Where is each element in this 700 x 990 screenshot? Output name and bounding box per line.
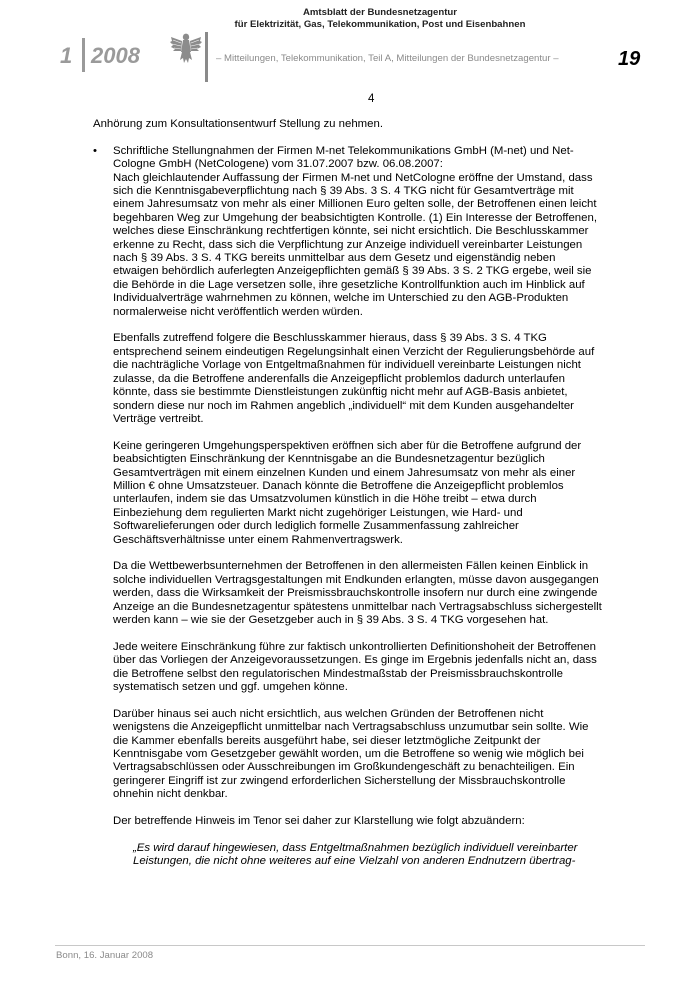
bullet-heading: Schriftliche Stellungnahmen der Firmen M-net Telekommunikations GmbH (M-net) und Net-Cologne GmbH (NetCologene) vom 31.07.2007 bzw. 06.08.2007: bbox=[113, 144, 574, 171]
footer-date: Bonn, 16. Januar 2008 bbox=[56, 950, 154, 961]
issue-number: 1 bbox=[60, 43, 73, 68]
bullet-item bbox=[93, 145, 603, 319]
journal-title-line2: für Elektrizität, Gas, Telekommunikation, Post und Eisenbahnen bbox=[234, 19, 526, 30]
body-paragraph-2: Ebenfalls zutreffend folgere die Beschlusskammer hieraus, dass § 39 Abs. 3 S. 4 TKG entsprechend seinem eindeutigen Regelungsinhalt einen Verzicht der Regulierungsbehörde auf die nachträgliche Vorlage von Entgeltmaßnahmen für individuell vereinbarte Leistungen nicht zulasse, da die Betroffene anderenfalls die Anzeigepflicht problemlos dadurch unterlaufen könnte, dass sie bestimmte Dienstleistungen zukünftig nicht mehr auf AGB-Basis anbietet, sondern diese nur noch im Rahmen angeblich „individuell“ mit dem Kunden ausgehandelter Verträge vertreibt. bbox=[113, 332, 595, 425]
issue-year: 2008 bbox=[91, 43, 140, 68]
intro-paragraph: Anhörung zum Konsultationsentwurf Stellung zu nehmen. bbox=[93, 118, 384, 130]
body-paragraph-4: Da die Wettbewerbsunternehmen der Betroffenen in den allermeisten Fällen keinen Einblick in solche individuellen Vertragsgestaltungen mit Endkunden erlangten, müsse davon ausgegangen werden, dass die Wirksamkeit der Preismissbrauchskontrolle insofern nur durch eine zwingende Anzeige an die Bundesnetzagentur spätestens unmittelbar nach Vertragsabschluss sichergestellt werden kann – wie sie der Gesetzgeber auch in § 39 Abs. 3 S. 4 TKG vorgesehen hat. bbox=[113, 560, 602, 626]
footer-divider bbox=[55, 945, 645, 946]
quote-paragraph: „Es wird darauf hingewiesen, dass Entgeltmaßnahmen bezüglich individuell vereinbarter Leistungen, die nicht ohne weiteres auf eine Vielzahl von anderen Endnutzern übertrag- bbox=[133, 841, 578, 868]
bullet-icon: • bbox=[93, 144, 97, 157]
page-header bbox=[0, 0, 700, 90]
body-paragraph-3: Keine geringeren Umgehungsperspektiven eröffnen sich aber für die Betroffene aufgrund der beabsichtigten Einschränkung der Kenntnisgabe an die Bundesnetzagentur bezüglich Gesamtverträgen mit einem einzelnen Kunden und einem Jahresumsatz von mehr als einer Million € ohne Umsatzsteuer. Danach könnte die Betroffene die Anzeigepflicht problemlos unterlaufen, indem sie das Umsatzvolumen künstlich in die Höhe treibt – etwa durch Einbeziehung dem regulierten Markt nicht zugehöriger Leistungen, wie Hard- und Softwarelieferungen oder durch lediglich formelle Zusammenfassung zahlreicher Geschäftsverhältnisse unter einem Rahmenvertragswerk. bbox=[113, 439, 582, 546]
inner-page-number: 4 bbox=[368, 93, 375, 105]
document-body bbox=[93, 118, 603, 882]
body-paragraph-7: Der betreffende Hinweis im Tenor sei daher zur Klarstellung wie folgt abzuändern: bbox=[113, 815, 525, 828]
bullet-body-paragraph: Nach gleichlautender Auffassung der Firmen M-net und NetCologne eröffne der Umstand, dass sich die Kenntnisgabeverpflichtung nach § 39 Abs. 3 S. 4 TKG nicht für Gesamtverträge mit einem Jahresumsatz von mehr als einer Millionen Euro gelten solle, der Betroffenen einen leicht begehbaren Weg zur Umgehung der beabsichtigten Kontrolle. (1) Ein Interesse der Betroffenen, welches diese Einschränkung rechtfertigen könnte, sei nicht ersichtlich. Die Beschlusskammer erkenne zu Recht, dass sich die Verpflichtung zur Anzeige individuell vereinbarter Leistungen nach § 39 Abs. 3 S. 4 TKG bereits unmittelbar aus dem Gesetz und eigenständig neben etwaigen behördlich auferlegten Anzeigepflichten gemäß § 39 Abs. 3 S. 2 TKG ergebe, weil sie die Behörde in die Lage versetzen solle, ihre gesetzliche Kontrollfunktion auch im Hinblick auf Individualverträge wahrnehmen zu können, welche im Unterschied zu den AGB-Produkten normalerweise nicht veröffentlich werden würden. bbox=[113, 171, 597, 318]
journal-subtitle: – Mitteilungen, Telekommunikation, Teil A, Mitteilungen der Bundesnetzagentur – bbox=[216, 53, 559, 64]
journal-title bbox=[215, 7, 545, 31]
header-divider bbox=[82, 38, 85, 72]
federal-eagle-icon bbox=[170, 30, 202, 66]
body-paragraph-5: Jede weitere Einschränkung führe zur faktisch unkontrollierten Definitionshoheit der Betroffenen über das Vorliegen der Anzeigevoraussetzungen. Es ginge im Ergebnis jedenfalls nicht an, dass die Betroffene selbst den regulatorischen Mindestmaßstab der Preismissbrauchskontrolle systematisch setzen und ggf. umgehen könne. bbox=[113, 640, 597, 693]
body-paragraph-6: Darüber hinaus sei auch nicht ersichtlich, aus welchen Gründen der Betroffenen nicht wenigstens die Anzeigepflicht unmittelbar nach Vertragsabschluss unzumutbar sein sollte. Wie die Kammer ebenfalls bereits ausgeführt habe, sei dieser letztmögliche Zeitpunkt der Kenntnisgabe vom Gesetzgeber gewählt worden, um die Betroffene so wenig wie möglich bei Vertragsabschlüssen oder Ausschreibungen im Großkundengeschäft zu benachteiligen. Ein geringerer Eingriff ist zur zwingend erforderlichen Sicherstellung der Missbrauchskontrolle ohnehin nicht denkbar. bbox=[113, 707, 589, 801]
page-number: 19 bbox=[618, 48, 641, 70]
header-divider-main bbox=[205, 32, 208, 82]
journal-title-line1: Amtsblatt der Bundesnetzagentur bbox=[302, 7, 458, 18]
